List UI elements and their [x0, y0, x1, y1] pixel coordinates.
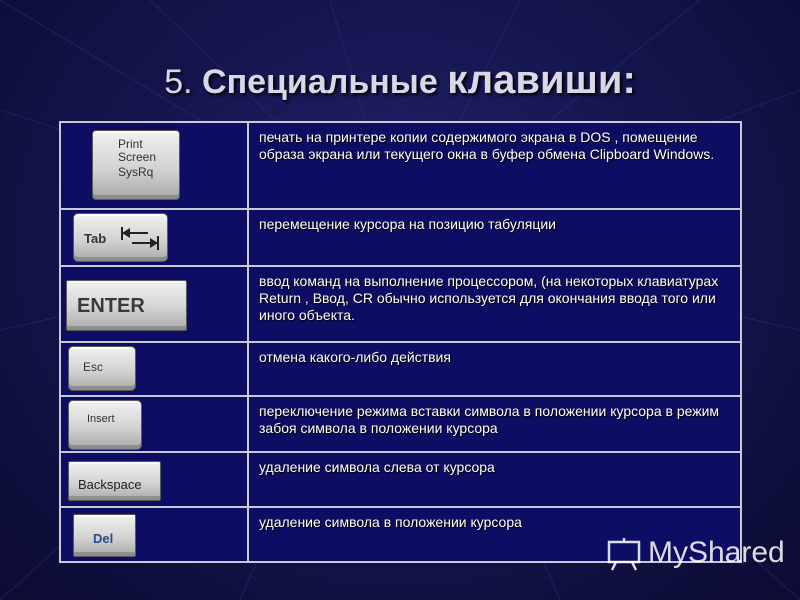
key-label-tab: Tab — [84, 231, 107, 246]
key-line-screen: Screen — [118, 150, 157, 164]
key-label-esc: Esc — [83, 360, 104, 374]
description-text: удаление символа слева от курсора — [259, 459, 495, 475]
table-row — [60, 342, 741, 396]
table-row — [60, 122, 741, 209]
insert-key-icon — [68, 400, 142, 450]
key-cell — [60, 266, 248, 342]
table-row — [60, 452, 741, 507]
table-row — [60, 209, 741, 266]
description-cell — [248, 342, 741, 396]
description-text: перемещение курсора на позицию табуляции — [259, 216, 556, 232]
description-cell — [248, 122, 741, 209]
description-text: удаление символа в положении курсора — [259, 514, 522, 530]
title-word-special: Специальные — [202, 63, 438, 101]
key-cell — [60, 122, 248, 209]
key-cell — [60, 507, 248, 562]
slide-title — [0, 58, 800, 103]
key-label-enter: ENTER — [77, 295, 145, 317]
key-line-sysrq: SysRq — [118, 165, 154, 179]
tab-key-icon — [73, 213, 168, 262]
backspace-key-icon — [68, 461, 161, 501]
title-number: 5. — [164, 63, 193, 101]
key-cell — [60, 342, 248, 396]
tab-arrows-icon — [118, 223, 164, 253]
key-label-del: Del — [93, 531, 114, 546]
key-line-print: Print — [118, 137, 143, 151]
description-cell — [248, 396, 741, 452]
description-text: переключение режима вставки символа в положении курсора в режим забоя символа в положении курсора — [259, 403, 720, 436]
print-screen-key-icon — [92, 130, 180, 200]
description-cell — [248, 209, 741, 266]
watermark-text: MyShared — [648, 536, 785, 569]
key-cell — [60, 452, 248, 507]
title-word-keys: клавиши: — [447, 58, 636, 102]
description-cell — [248, 452, 741, 507]
table-row — [60, 266, 741, 342]
enter-key-icon — [66, 280, 187, 331]
presentation-board-icon — [606, 536, 644, 572]
description-text: отмена какого-либо действия — [259, 349, 451, 365]
description-text: печать на принтере копии содержимого экрана в DOS , помещение образа экрана или текущего окна в буфер обмена Clipboard Windows. — [259, 129, 715, 162]
esc-key-icon — [68, 346, 136, 391]
key-cell — [60, 209, 248, 266]
key-cell — [60, 396, 248, 452]
key-label-insert: Insert — [87, 413, 115, 425]
special-keys-table — [59, 121, 742, 563]
table-row — [60, 396, 741, 452]
del-key-icon — [73, 514, 136, 557]
key-label-backspace: Backspace — [78, 477, 142, 492]
description-cell — [248, 266, 741, 342]
description-text: ввод команд на выполнение процессором, (на некоторых клавиатурах Return , Ввод, CR обычно используется для окончания ввода того или иного объекта. — [259, 273, 719, 323]
